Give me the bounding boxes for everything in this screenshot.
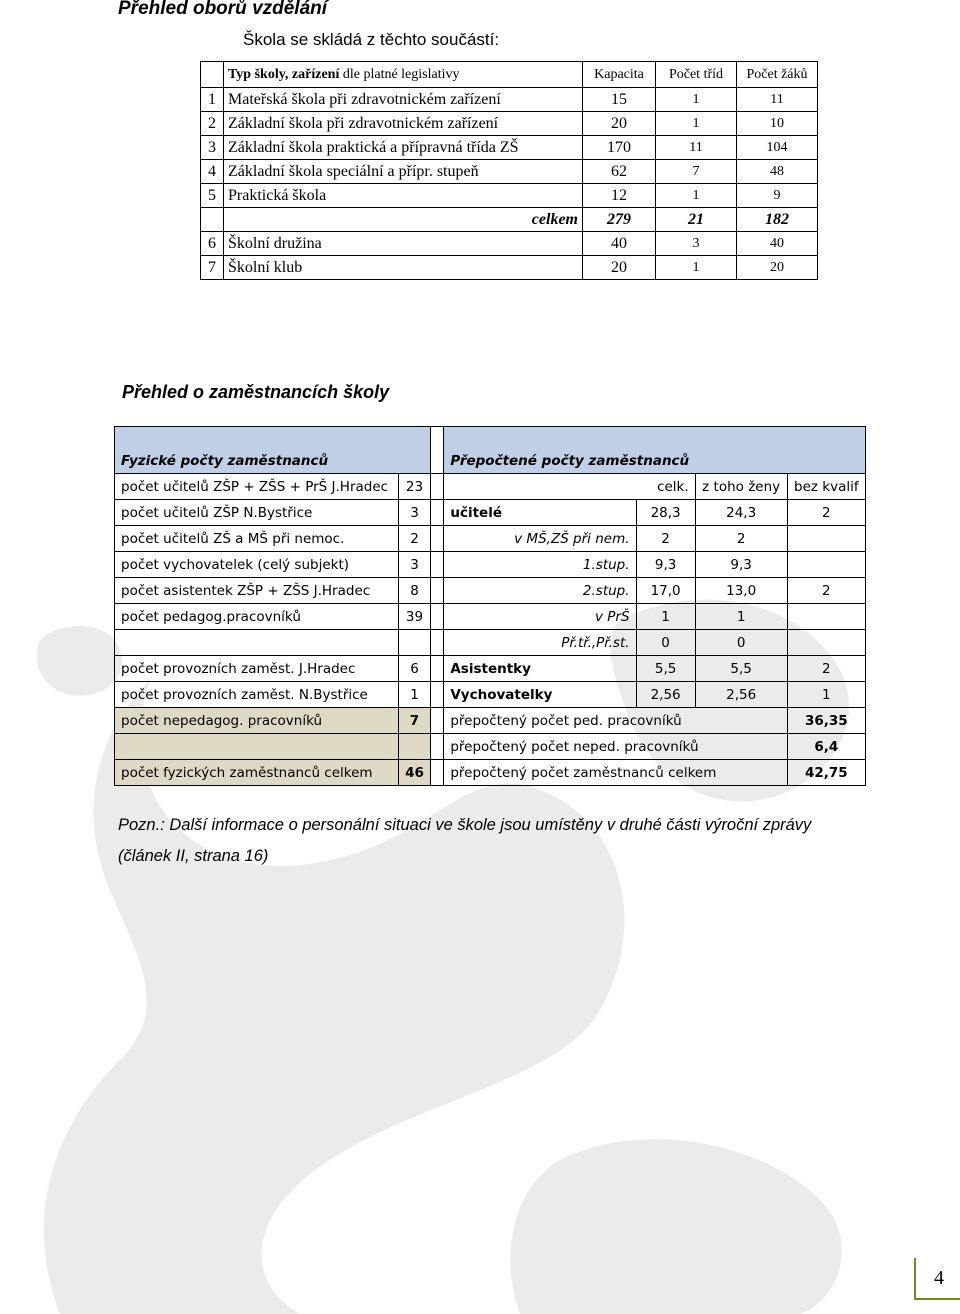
left-label [115,630,399,656]
left-label: počet vychovatelek (celý subjekt) [115,552,399,578]
spacer [431,604,444,630]
row-index: 5 [201,184,224,208]
left-value [398,630,431,656]
left-value: 6 [398,656,431,682]
row-index: 7 [201,256,224,280]
school-row [201,232,818,256]
fte-total: 2,56 [636,682,695,708]
left-label: počet pedagog.pracovníků [115,604,399,630]
classes-value: 7 [656,160,737,184]
row-index: 2 [201,112,224,136]
right-label: v MŠ,ZŠ při nem. [444,526,636,552]
school-row [201,184,818,208]
fte-women: 13,0 [695,578,787,604]
left-label: počet provozních zaměst. N.Bystřice [115,682,399,708]
note-line-1: Pozn.: Další informace o personální situaci ve škole jsou umístěny v druhé části výroční zprávy [118,816,812,834]
fte-unqualified [787,604,865,630]
right-label: 2.stup. [444,578,636,604]
capacity-value: 20 [583,112,656,136]
right-label: Vychovatelky [444,682,636,708]
left-value: 3 [398,552,431,578]
left-value: 39 [398,604,431,630]
staff-row [115,682,866,708]
fte-unqualified [787,630,865,656]
summary-right-value: 42,75 [787,760,865,786]
staff-row [115,578,866,604]
staff-row [115,552,866,578]
fte-women: 24,3 [695,500,787,526]
spacer [431,630,444,656]
school-name: Školní družina [224,232,583,256]
left-label: počet provozních zaměst. J.Hradec [115,656,399,682]
summary-left-label [115,734,399,760]
spacer [431,760,444,786]
fte-unqualified [787,526,865,552]
spacer [431,682,444,708]
fte-total: 0 [636,630,695,656]
right-label [444,474,636,500]
spacer [431,734,444,760]
spacer [431,474,444,500]
classes-value: 1 [656,256,737,280]
school-name: Základní škola speciální a přípr. stupeň [224,160,583,184]
fte-total: 28,3 [636,500,695,526]
note [118,810,918,872]
summary-right-label: přepočtený počet neped. pracovníků [444,734,787,760]
right-label: 1.stup. [444,552,636,578]
spacer [431,656,444,682]
summary-row [115,734,866,760]
spacer [431,526,444,552]
fte-total: 1 [636,604,695,630]
school-name: Mateřská škola při zdravotnickém zařízení [224,88,583,112]
summary-right-value: 6,4 [787,734,865,760]
spacer [431,578,444,604]
spacer [431,708,444,734]
classes-value: 1 [656,112,737,136]
fte-total: 9,3 [636,552,695,578]
left-label: počet učitelů ZŠ a MŠ při nemoc. [115,526,399,552]
left-label: počet učitelů ZŠP N.Bystřice [115,500,399,526]
fte-total: 2 [636,526,695,552]
fte-unqualified [787,552,865,578]
capacity-value: 12 [583,184,656,208]
total-classes: 21 [656,208,737,232]
fte-women: 5,5 [695,656,787,682]
row-index: 6 [201,232,224,256]
page-number: 4 [914,1258,960,1300]
row-index: 4 [201,160,224,184]
summary-left-value: 7 [398,708,431,734]
header-pupils: Počet žáků [737,62,818,88]
summary-left-value [398,734,431,760]
pupils-value: 40 [737,232,818,256]
classes-value: 3 [656,232,737,256]
fte-women: 0 [695,630,787,656]
staff-header-row [115,427,866,474]
fte-women: 1 [695,604,787,630]
right-label: učitelé [444,500,636,526]
capacity-value: 170 [583,136,656,160]
fte-unqualified: 2 [787,656,865,682]
school-name: Základní škola při zdravotnickém zařízení [224,112,583,136]
fte-women: 2,56 [695,682,787,708]
table-header-row [201,62,818,88]
schools-table [200,61,818,280]
staff-table [114,426,866,786]
total-label: celkem [224,208,583,232]
left-value: 2 [398,526,431,552]
right-label: Př.tř.,Př.st. [444,630,636,656]
pupils-value: 11 [737,88,818,112]
pupils-value: 48 [737,160,818,184]
spacer [431,500,444,526]
left-header: Fyzické počty zaměstnanců [115,427,399,474]
fte-total: 5,5 [636,656,695,682]
staff-row [115,474,866,500]
school-name: Základní škola praktická a přípravná třída ZŠ [224,136,583,160]
note-line-2: (článek II, strana 16) [118,847,269,865]
right-label: v PrŠ [444,604,636,630]
school-row [201,88,818,112]
left-value: 23 [398,474,431,500]
summary-right-label: přepočtený počet zaměstnanců celkem [444,760,787,786]
fte-unqualified: 1 [787,682,865,708]
right-header: Přepočtené počty zaměstnanců [444,427,695,474]
header-classes: Počet tříd [656,62,737,88]
left-value: 3 [398,500,431,526]
summary-right-value: 36,35 [787,708,865,734]
row-index: 1 [201,88,224,112]
spacer [431,552,444,578]
staff-row [115,656,866,682]
women-label: z toho ženy [695,474,787,500]
capacity-value: 62 [583,160,656,184]
fte-unqualified: 2 [787,500,865,526]
total-row [201,208,818,232]
pupils-value: 20 [737,256,818,280]
capacity-value: 15 [583,88,656,112]
staff-section-title: Přehled o zaměstnancích školy [122,382,390,402]
summary-row [115,760,866,786]
fte-women: 2 [695,526,787,552]
school-row [201,112,818,136]
staff-row [115,604,866,630]
summary-left-label: počet fyzických zaměstnanců celkem [115,760,399,786]
summary-left-value: 46 [398,760,431,786]
fte-women: 9,3 [695,552,787,578]
summary-right-label: přepočtený počet ped. pracovníků [444,708,787,734]
school-row [201,136,818,160]
summary-row [115,708,866,734]
unqualified-label: bez kvalif [787,474,865,500]
page-title: Přehled oborů vzdělání [118,0,328,19]
staff-row [115,526,866,552]
pupils-value: 9 [737,184,818,208]
school-name: Školní klub [224,256,583,280]
row-index: 3 [201,136,224,160]
school-row [201,256,818,280]
capacity-value: 20 [583,256,656,280]
left-label: počet učitelů ZŠP + ZŠS + PrŠ J.Hradec [115,474,399,500]
header-type: Typ školy, zařízení dle platné legislativy [224,62,583,88]
classes-value: 1 [656,184,737,208]
staff-row [115,630,866,656]
fte-total: 17,0 [636,578,695,604]
summary-left-label: počet nepedagog. pracovníků [115,708,399,734]
pupils-value: 10 [737,112,818,136]
header-capacity: Kapacita [583,62,656,88]
pupils-value: 104 [737,136,818,160]
classes-value: 11 [656,136,737,160]
right-label: Asistentky [444,656,636,682]
celk-label: celk. [636,474,695,500]
classes-value: 1 [656,88,737,112]
left-value: 1 [398,682,431,708]
staff-row [115,500,866,526]
left-value: 8 [398,578,431,604]
total-capacity: 279 [583,208,656,232]
fte-unqualified: 2 [787,578,865,604]
school-row [201,160,818,184]
intro-text: Škola se skládá z těchto součástí: [243,30,500,49]
left-label: počet asistentek ZŠP + ZŠS J.Hradec [115,578,399,604]
total-pupils: 182 [737,208,818,232]
school-name: Praktická škola [224,184,583,208]
capacity-value: 40 [583,232,656,256]
